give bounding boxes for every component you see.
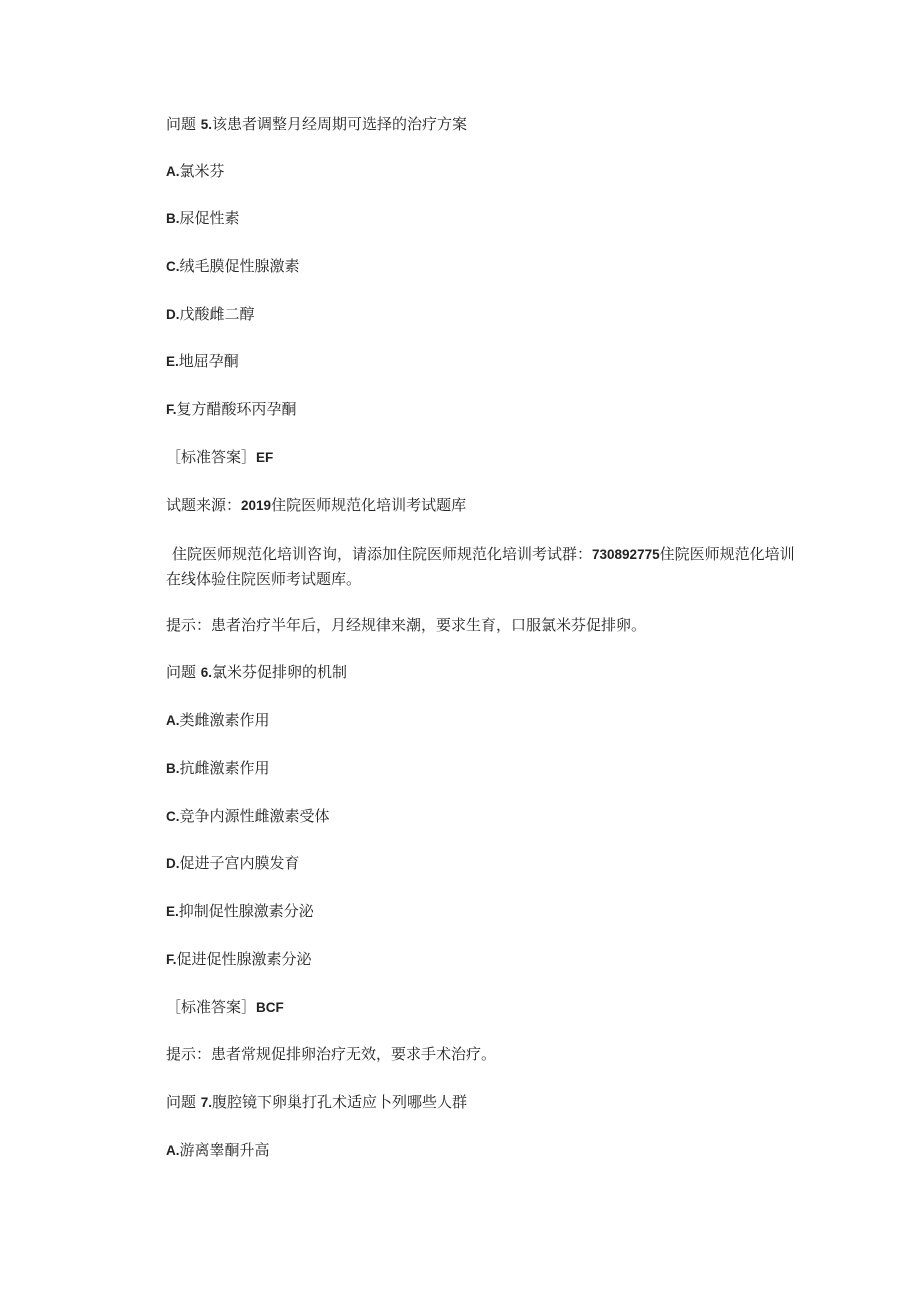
answer-value: BCF — [256, 1000, 284, 1015]
option-letter: F. — [166, 402, 177, 417]
option-letter: E. — [166, 904, 179, 919]
option-letter: A. — [166, 1143, 180, 1158]
question-7-title — [166, 1091, 467, 1114]
q5-option-c — [166, 255, 300, 278]
question-source — [166, 494, 466, 517]
promo-text-2: 住院医师规范化培训在线体验住院医师考试题库。 — [166, 545, 795, 588]
question-number: 6. — [200, 665, 213, 680]
option-letter: A. — [166, 164, 180, 179]
source-year: 2019 — [241, 498, 272, 513]
question-text: 氯米芬促排卵的机制 — [212, 663, 348, 681]
source-label: 试题来源： — [166, 496, 242, 514]
option-text: 促进促性腺激素分泌 — [176, 950, 312, 968]
q6-option-c — [166, 805, 330, 828]
promo-text-1: 住院医师规范化培训咨询，请添加住院医师规范化培训考试群： — [172, 545, 593, 563]
q5-option-d — [166, 303, 255, 326]
q7-option-a — [166, 1139, 270, 1162]
option-letter: C. — [166, 809, 180, 824]
hint-1: 提示：患者治疗半年后，月经规律来潮，要求生育，口服氯米芬促排卵。 — [166, 616, 647, 634]
answer-label: ［标准答案］ — [166, 448, 257, 466]
option-text: 促进子宫内膜发育 — [179, 854, 300, 872]
q6-option-b — [166, 757, 270, 780]
option-text: 复方醋酸环丙孕酮 — [176, 400, 297, 418]
option-text: 氯米芬 — [179, 162, 225, 180]
q6-option-f — [166, 948, 312, 971]
promo-group-number: 730892775 — [592, 547, 660, 562]
question-prefix: 问题 — [166, 115, 201, 133]
promo-paragraph — [166, 542, 806, 591]
q5-option-a — [166, 160, 225, 183]
option-letter: D. — [166, 856, 180, 871]
q5-answer — [166, 446, 273, 469]
answer-label: ［标准答案］ — [166, 998, 257, 1016]
q5-option-f — [166, 398, 297, 421]
option-letter: B. — [166, 211, 180, 226]
option-text: 尿促性素 — [179, 209, 240, 227]
hint-2: 提示：患者常规促排卵治疗无效，要求手术治疗。 — [166, 1045, 497, 1063]
option-text: 戊酸雌二醇 — [179, 305, 255, 323]
q6-option-d — [166, 852, 300, 875]
question-6-title — [166, 661, 347, 684]
option-letter: A. — [166, 713, 180, 728]
option-letter: F. — [166, 952, 177, 967]
q6-answer — [166, 996, 284, 1019]
question-text: 腹腔镜下卵巢打孔术适应卜列哪些人群 — [212, 1093, 468, 1111]
q5-option-e — [166, 350, 239, 373]
q6-option-a — [166, 709, 270, 732]
option-text: 地屈孕酮 — [178, 352, 239, 370]
question-prefix: 问题 — [166, 1093, 201, 1111]
question-text: 该患者调整月经周期可选择的治疗方案 — [212, 115, 468, 133]
q6-option-e — [166, 900, 314, 923]
question-prefix: 问题 — [166, 663, 201, 681]
option-text: 类雌激素作用 — [179, 711, 270, 729]
question-number: 7. — [200, 1095, 213, 1110]
option-text: 绒毛膜促性腺激素 — [179, 257, 300, 275]
source-text: 住院医师规范化培训考试题库 — [271, 496, 467, 514]
option-text: 抗雌激素作用 — [179, 759, 270, 777]
option-letter: C. — [166, 259, 180, 274]
option-letter: D. — [166, 307, 180, 322]
answer-value: EF — [256, 450, 274, 465]
q5-option-b — [166, 207, 240, 230]
question-number: 5. — [200, 117, 213, 132]
option-text: 游离睾酮升高 — [179, 1141, 270, 1159]
option-text: 竞争内源性雌激素受体 — [179, 807, 330, 825]
option-letter: E. — [166, 354, 179, 369]
question-5-title — [166, 113, 467, 136]
option-letter: B. — [166, 761, 180, 776]
option-text: 抑制促性腺激素分泌 — [178, 902, 314, 920]
